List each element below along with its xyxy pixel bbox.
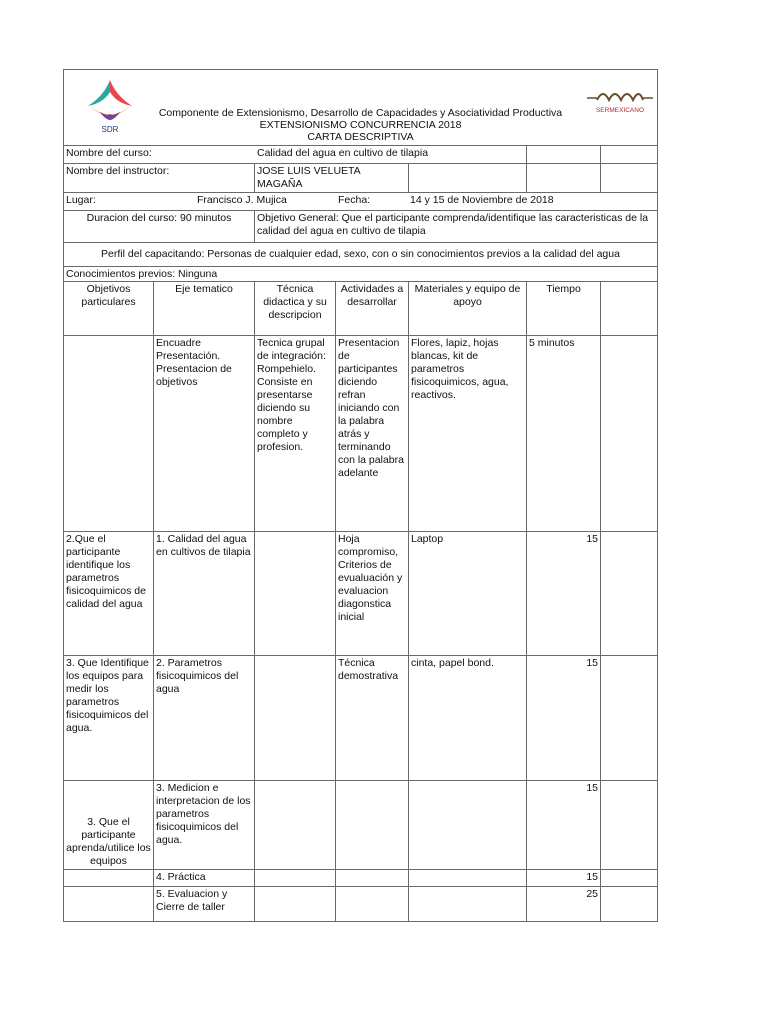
row-materials — [409, 887, 527, 922]
header-line-1: Componente de Extensionismo, Desarrollo de Capacidades y Asociatividad Productiva — [158, 107, 563, 119]
instructor-row — [64, 164, 658, 193]
row-objective: 2.Que el participante identifique los parametros fisicoquimicos de calidad del agua — [64, 532, 154, 656]
row-materials: Laptop — [409, 532, 527, 656]
prior-knowledge-cell: Conocimientos previos: Ninguna — [64, 267, 658, 282]
instructor-extra-2 — [527, 164, 601, 193]
row-topic: 3. Medicion e interpretacion de los parametros fisicoquimicos del agua. — [154, 781, 255, 870]
row-materials — [409, 870, 527, 887]
row-objective: 3. Que Identifique los equipos para medir los parametros fisicoquimicos del agua. — [64, 656, 154, 781]
row-time: 15 — [527, 781, 601, 870]
row-materials: cinta, papel bond. — [409, 656, 527, 781]
course-value: Calidad del agua en cultivo de tilapia — [255, 146, 409, 164]
duration-objective-row — [64, 211, 658, 243]
col-header-time: Tiempo — [527, 282, 601, 336]
row-technique — [255, 656, 336, 781]
row-topic: Encuadre Presentación. Presentacion de objetivos — [154, 336, 255, 532]
row-materials — [409, 781, 527, 870]
row-technique — [255, 870, 336, 887]
row-activities — [336, 870, 409, 887]
svg-text:SDR: SDR — [101, 125, 119, 134]
course-label: Nombre del curso: — [64, 146, 255, 164]
col-header-extra — [601, 282, 658, 336]
row-activities: Técnica demostrativa — [336, 656, 409, 781]
row-topic: 4. Práctica — [154, 870, 255, 887]
course-extra-2 — [527, 146, 601, 164]
row-time: 5 minutos — [527, 336, 601, 532]
col-header-technique: Técnica didactica y su descripcion — [255, 282, 336, 336]
date-value: 14 y 15 de Noviembre de 2018 — [410, 194, 554, 206]
row-objective — [64, 336, 154, 532]
header-line-3: CARTA DESCRIPTIVA — [307, 131, 414, 143]
row-technique — [255, 887, 336, 922]
col-header-activities: Actividades a desarrollar — [336, 282, 409, 336]
profile-cell: Perfil del capacitando: Personas de cualquier edad, sexo, con o sin conocimientos previos a la calidad del agua — [64, 243, 658, 267]
place-value: Francisco J. Mujica — [197, 194, 287, 206]
header-title — [124, 107, 597, 143]
row-time: 15 — [527, 532, 601, 656]
prior-knowledge-row — [64, 267, 658, 282]
instructor-label: Nombre del instructor: — [64, 164, 255, 193]
header-row — [64, 70, 658, 146]
row-activities — [336, 887, 409, 922]
row-activities: Presentacion de participantes diciendo refran iniciando con la palabra atrás y terminando con la palabra adelante — [336, 336, 409, 532]
row-objective — [64, 870, 154, 887]
row-extra — [601, 781, 658, 870]
row-objective: 3. Que el participante aprenda/utilice los equipos — [64, 781, 154, 870]
row-objective — [64, 887, 154, 922]
row-extra — [601, 887, 658, 922]
row-extra — [601, 870, 658, 887]
row-activities — [336, 781, 409, 870]
col-header-topic: Eje tematico — [154, 282, 255, 336]
place-date-row — [64, 193, 658, 211]
row-time: 15 — [527, 656, 601, 781]
instructor-value: JOSE LUIS VELUETA MAGAÑA — [255, 164, 409, 193]
carta-descriptiva-sheet — [63, 69, 657, 922]
row-extra — [601, 532, 658, 656]
row-time: 25 — [527, 887, 601, 922]
course-row — [64, 146, 658, 164]
instructor-extra-1 — [409, 164, 527, 193]
table-row — [64, 781, 658, 870]
row-technique — [255, 781, 336, 870]
row-extra — [601, 336, 658, 532]
row-technique — [255, 532, 336, 656]
course-table — [63, 69, 658, 922]
profile-row — [64, 243, 658, 267]
table-row — [64, 656, 658, 781]
table-row — [64, 532, 658, 656]
row-materials: Flores, lapiz, hojas blancas, kit de parametros fisicoquimicos, agua, reactivos. — [409, 336, 527, 532]
row-topic: 5. Evaluacion y Cierre de taller — [154, 887, 255, 922]
row-activities: Hoja compromiso, Criterios de evualuación y evaluacion diagonstica inicial — [336, 532, 409, 656]
place-date-cell — [64, 193, 658, 211]
row-topic: 1. Calidad del agua en cultivos de tilapia — [154, 532, 255, 656]
row-topic: 2. Parametros fisicoquimicos del agua — [154, 656, 255, 781]
duration-cell: Duracion del curso: 90 minutos — [64, 211, 255, 243]
date-label: Fecha: — [338, 194, 371, 206]
table-row — [64, 336, 658, 532]
place-label: Lugar: — [66, 194, 96, 206]
table-row — [64, 887, 658, 922]
row-technique: Tecnica grupal de integración: Rompehielo. Consiste en presentarse diciendo su nombre completo y profesion. — [255, 336, 336, 532]
col-header-materials: Materiales y equipo de apoyo — [409, 282, 527, 336]
header-line-2: EXTENSIONISMO CONCURRENCIA 2018 — [259, 119, 462, 131]
row-time: 15 — [527, 870, 601, 887]
row-extra — [601, 656, 658, 781]
col-header-objectives: Objetivos particulares — [64, 282, 154, 336]
course-extra-3 — [601, 146, 658, 164]
table-row — [64, 870, 658, 887]
column-header-row — [64, 282, 658, 336]
header-cell — [64, 70, 658, 146]
general-objective: Objetivo General: Que el participante comprenda/identifique las caracteristicas de la calidad del agua en cultivo de tilapia — [255, 211, 658, 243]
svg-text:SERMEXICANO: SERMEXICANO — [595, 107, 645, 114]
instructor-extra-3 — [601, 164, 658, 193]
